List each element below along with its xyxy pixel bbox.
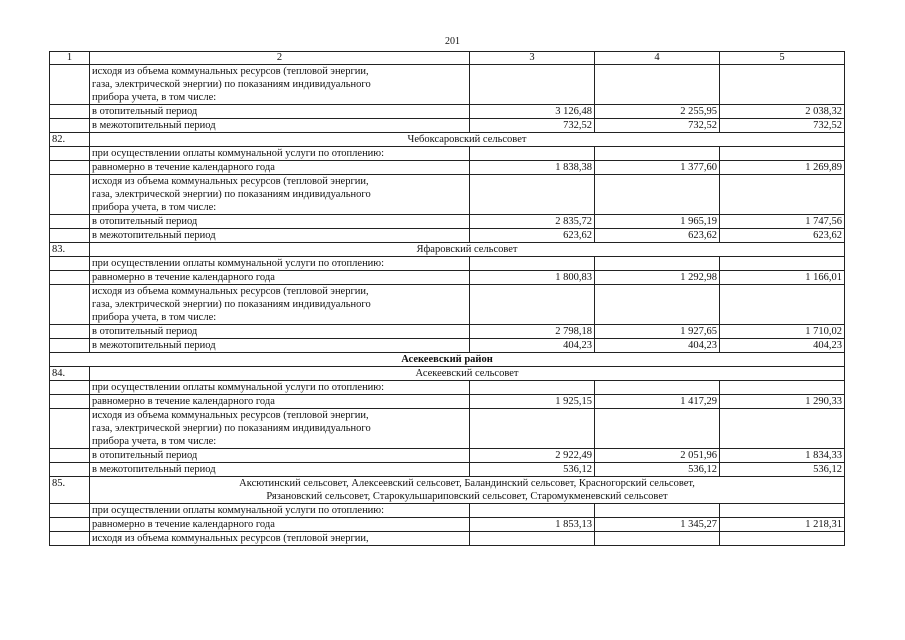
row-number-cell [50,65,90,105]
row-label: исходя из объема коммунальных ресурсов (тепловой энергии, [90,532,470,546]
value-col3: 2 798,18 [470,325,595,339]
row-label: в отопительный период [90,105,470,119]
value-col5: 623,62 [720,229,845,243]
row-number-cell [50,161,90,175]
row-label: при осуществлении оплаты коммунальной услуги по отоплению: [90,257,470,271]
section-row [50,133,845,147]
empty-cell [595,504,720,518]
table-row [50,449,845,463]
row-number-cell [50,215,90,229]
value-col3: 536,12 [470,463,595,477]
value-col3 [470,532,595,546]
empty-cell [470,175,595,215]
label-line: исходя из объема коммунальных ресурсов (тепловой энергии, [92,286,369,297]
empty-cell [470,504,595,518]
column-header-row [50,52,845,65]
row-label-multiline [90,175,470,215]
value-col4: 2 255,95 [595,105,720,119]
label-line: исходя из объема коммунальных ресурсов (тепловой энергии, [92,410,369,421]
empty-cell [720,381,845,395]
table-row [50,395,845,409]
value-col4 [595,532,720,546]
section-title: Асекеевский сельсовет [90,367,845,381]
value-col3: 1 800,83 [470,271,595,285]
row-label: при осуществлении оплаты коммунальной услуги по отоплению: [90,147,470,161]
value-col3: 623,62 [470,229,595,243]
empty-cell [720,504,845,518]
row-label: при осуществлении оплаты коммунальной услуги по отоплению: [90,504,470,518]
value-col5: 1 747,56 [720,215,845,229]
empty-cell [595,257,720,271]
value-col3: 1 925,15 [470,395,595,409]
row-number-cell [50,285,90,325]
value-col3: 732,52 [470,119,595,133]
table-row [50,65,845,105]
row-number-cell [50,504,90,518]
section-number: 82. [50,133,90,147]
row-label: в отопительный период [90,215,470,229]
empty-cell [595,147,720,161]
value-col4: 732,52 [595,119,720,133]
table-row [50,105,845,119]
row-number-cell [50,119,90,133]
label-line: газа, электрической энергии) по показаниям индивидуального [92,189,371,200]
empty-cell [470,147,595,161]
row-number-cell [50,271,90,285]
table-row [50,381,845,395]
row-number-cell [50,463,90,477]
section-number: 85. [50,477,90,504]
row-label: при осуществлении оплаты коммунальной услуги по отоплению: [90,381,470,395]
empty-cell [720,147,845,161]
empty-cell [720,409,845,449]
table-row [50,463,845,477]
row-number-cell [50,257,90,271]
row-label: в межотопительный период [90,229,470,243]
row-label: в межотопительный период [90,119,470,133]
value-col4: 623,62 [595,229,720,243]
label-line: прибора учета, в том числе: [92,92,217,103]
empty-cell [595,285,720,325]
tariff-table [49,51,845,546]
value-col4: 1 927,65 [595,325,720,339]
row-number-cell [50,105,90,119]
empty-cell [720,285,845,325]
column-number-1: 1 [50,52,90,65]
row-number-cell [50,229,90,243]
table-row [50,518,845,532]
value-col5: 732,52 [720,119,845,133]
section-title-multiline [90,477,845,504]
row-number-cell [50,409,90,449]
value-col4: 1 292,98 [595,271,720,285]
table-row [50,119,845,133]
row-label: равномерно в течение календарного года [90,518,470,532]
empty-cell [720,65,845,105]
empty-cell [470,65,595,105]
label-line: исходя из объема коммунальных ресурсов (тепловой энергии, [92,176,369,187]
column-number-5: 5 [720,52,845,65]
empty-cell [470,257,595,271]
empty-cell [595,65,720,105]
district-row [50,353,845,367]
empty-cell [720,175,845,215]
row-number-cell [50,325,90,339]
value-col3: 404,23 [470,339,595,353]
table-row [50,339,845,353]
row-number-cell [50,381,90,395]
table-row [50,161,845,175]
section-row [50,243,845,257]
table-row [50,271,845,285]
section-row [50,477,845,504]
row-label-multiline [90,65,470,105]
table-row [50,215,845,229]
empty-cell [720,257,845,271]
value-col5: 1 834,33 [720,449,845,463]
table-row [50,409,845,449]
label-line: газа, электрической энергии) по показаниям индивидуального [92,299,371,310]
section-title-line: Рязановский сельсовет, Старокульшариповский сельсовет, Старомукменевский сельсовет [266,491,668,502]
value-col5: 1 269,89 [720,161,845,175]
table-row [50,532,845,546]
section-number: 84. [50,367,90,381]
column-number-2: 2 [90,52,470,65]
table-row [50,147,845,161]
value-col5: 1 710,02 [720,325,845,339]
table-row [50,325,845,339]
empty-cell [595,175,720,215]
row-number-cell [50,449,90,463]
column-number-4: 4 [595,52,720,65]
label-line: прибора учета, в том числе: [92,312,217,323]
section-row [50,367,845,381]
value-col4: 1 417,29 [595,395,720,409]
label-line: прибора учета, в том числе: [92,202,217,213]
row-number-cell [50,518,90,532]
table-row [50,285,845,325]
empty-cell [470,285,595,325]
row-label: равномерно в течение календарного года [90,161,470,175]
value-col4: 536,12 [595,463,720,477]
label-line: газа, электрической энергии) по показаниям индивидуального [92,79,371,90]
row-number-cell [50,339,90,353]
value-col5 [720,532,845,546]
value-col3: 1 853,13 [470,518,595,532]
value-col5: 1 290,33 [720,395,845,409]
value-col5: 536,12 [720,463,845,477]
value-col3: 2 922,49 [470,449,595,463]
table-row [50,504,845,518]
value-col4: 1 377,60 [595,161,720,175]
row-label: равномерно в течение календарного года [90,271,470,285]
section-number: 83. [50,243,90,257]
value-col3: 2 835,72 [470,215,595,229]
row-number-cell [50,532,90,546]
value-col3: 1 838,38 [470,161,595,175]
page-number: 201 [445,36,460,47]
label-line: исходя из объема коммунальных ресурсов (тепловой энергии, [92,66,369,77]
row-label: равномерно в течение календарного года [90,395,470,409]
row-label: в межотопительный период [90,463,470,477]
empty-cell [595,409,720,449]
empty-cell [595,381,720,395]
row-number-cell [50,147,90,161]
section-title: Яфаровский сельсовет [90,243,845,257]
empty-cell [470,381,595,395]
label-line: газа, электрической энергии) по показаниям индивидуального [92,423,371,434]
row-label: в отопительный период [90,325,470,339]
row-number-cell [50,175,90,215]
value-col5: 1 166,01 [720,271,845,285]
value-col4: 404,23 [595,339,720,353]
value-col5: 404,23 [720,339,845,353]
value-col4: 1 965,19 [595,215,720,229]
row-label-multiline [90,285,470,325]
row-label: в межотопительный период [90,339,470,353]
column-number-3: 3 [470,52,595,65]
value-col5: 2 038,32 [720,105,845,119]
row-label-multiline [90,409,470,449]
row-label: в отопительный период [90,449,470,463]
value-col5: 1 218,31 [720,518,845,532]
table-row [50,229,845,243]
table-row [50,257,845,271]
section-title: Чебоксаровский сельсовет [90,133,845,147]
table-row [50,175,845,215]
value-col4: 1 345,27 [595,518,720,532]
district-title: Асекеевский район [50,353,845,367]
row-number-cell [50,395,90,409]
empty-cell [470,409,595,449]
label-line: прибора учета, в том числе: [92,436,217,447]
section-title-line: Аксютинский сельсовет, Алексеевский сельсовет, Баландинский сельсовет, Красногорский сельсовет, [239,478,695,489]
value-col3: 3 126,48 [470,105,595,119]
value-col4: 2 051,96 [595,449,720,463]
